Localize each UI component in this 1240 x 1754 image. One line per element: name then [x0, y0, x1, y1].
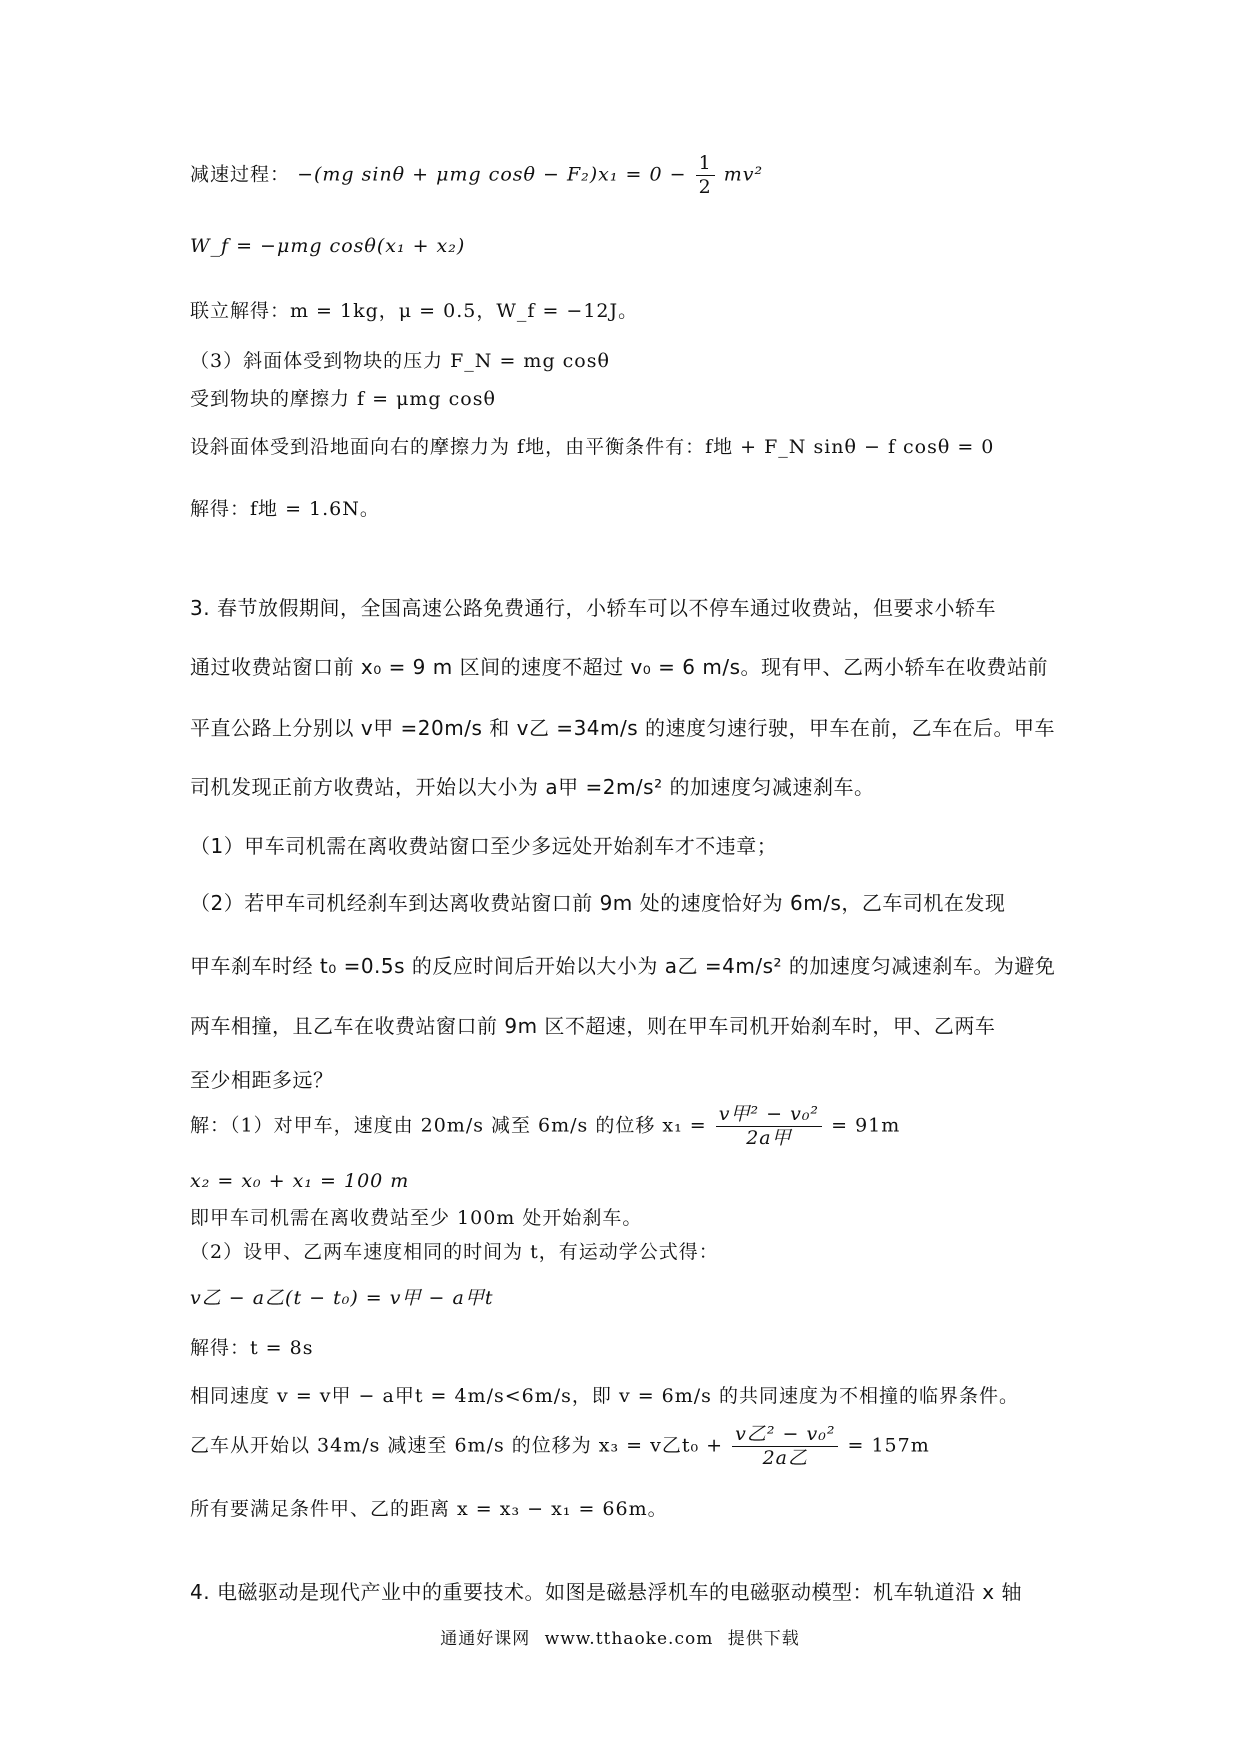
solution3-step1: 解：（1）对甲车，速度由 20m/s 减至 6m/s 的位移 x₁ = $\frac{\text{v甲² − v₀²}}{\text{2a甲}}$ = 91m — [190, 1103, 901, 1149]
problem3-line4: 司机发现正前方收费站，开始以大小为 a甲 =2m/s² 的加速度匀减速刹车。 — [190, 775, 875, 799]
friction-work-equation: W_f = −μmg cosθ(x₁ + x₂) — [190, 235, 466, 257]
problem3-line1: 3. 春节放假期间，全国高速公路免费通行，小轿车可以不停车通过收费站，但要求小轿车 — [190, 596, 996, 620]
part3-result: 解得：f地 = 1.6N。 — [190, 498, 380, 520]
problem3-question2-line1: （2）若甲车司机经刹车到达离收费站窗口前 9m 处的速度恰好为 6m/s，乙车司机在发现 — [190, 891, 1006, 915]
problem3-line3: 平直公路上分别以 v甲 =20m/s 和 v乙 =34m/s 的速度匀速行驶，甲车在前，乙车在后。甲车 — [190, 716, 1056, 740]
problem4-line1: 4. 电磁驱动是现代产业中的重要技术。如图是磁悬浮机车的电磁驱动模型：机车轨道沿 x 轴 — [190, 1580, 1022, 1604]
page-footer — [0, 1624, 1240, 1649]
problem3-question2-line4: 至少相距多远？ — [190, 1068, 334, 1092]
eq-body: −(mg sinθ + μmg cosθ − F₂)x₁ = 0 − — [297, 163, 694, 186]
problem3-question1: （1）甲车司机需在离收费站窗口至少多远处开始刹车才不违章； — [190, 834, 778, 858]
fraction-x3: $\frac{\text{v乙² − v₀²}}{\text{2a乙}}$ — [732, 1424, 838, 1469]
footer-site-name: 通通好课网 — [440, 1629, 531, 1649]
solution3-step2: （2）设甲、乙两车速度相同的时间为 t，有运动学公式得： — [190, 1241, 719, 1263]
eq-tail: mv² — [723, 163, 764, 186]
solution3-x2: x₂ = x₀ + x₁ = 100 m — [190, 1170, 410, 1192]
combined-solution: 联立解得：m = 1kg，μ = 0.5，W_f = −12J。 — [190, 300, 639, 322]
solution3-x3: 乙车从开始以 34m/s 减速至 6m/s 的位移为 x₃ = v乙t₀ + $\frac{\text{v乙² − v₀²}}{\text{2a乙}}$ = 157m — [190, 1423, 930, 1469]
part3-pressure: （3）斜面体受到物块的压力 F_N = mg cosθ — [190, 350, 610, 372]
solution3-distance: 所有要满足条件甲、乙的距离 x = x₃ − x₁ = 66m。 — [190, 1498, 668, 1520]
solution3-time: 解得：t = 8s — [190, 1337, 314, 1359]
problem3-line2: 通过收费站窗口前 x₀ = 9 m 区间的速度不超过 v₀ = 6 m/s。现有甲、乙两小轿车在收费站前 — [190, 655, 1049, 679]
part3-balance: 设斜面体受到沿地面向右的摩擦力为 f地，由平衡条件有：f地 + F_N sinθ − f cosθ = 0 — [190, 436, 995, 458]
solution3-conclusion1: 即甲车司机需在离收费站至少 100m 处开始刹车。 — [190, 1207, 643, 1229]
eq-label: 减速过程： — [190, 163, 291, 186]
problem3-question2-line3: 两车相撞，且乙车在收费站窗口前 9m 区不超速，则在甲车司机开始刹车时，甲、乙两车 — [190, 1014, 996, 1038]
solution3-common-velocity: 相同速度 v = v甲 − a甲t = 4m/s<6m/s，即 v = 6m/s 的共同速度为不相撞的临界条件。 — [190, 1385, 1019, 1407]
footer-suffix: 提供下载 — [727, 1629, 800, 1649]
fraction-x1: $\frac{\text{v甲² − v₀²}}{\text{2a甲}}$ — [716, 1104, 822, 1149]
deceleration-equation — [190, 153, 763, 198]
problem3-question2-line2: 甲车刹车时经 t₀ =0.5s 的反应时间后开始以大小为 a乙 =4m/s² 的加速度匀减速刹车。为避免 — [190, 954, 1056, 978]
fraction-half: $\frac{1}{2}$ — [696, 153, 715, 198]
footer-url[interactable]: www.tthaoke.com — [544, 1629, 714, 1649]
part3-friction: 受到物块的摩擦力 f = μmg cosθ — [190, 388, 496, 410]
solution3-velocity-eq: v乙 − a乙(t − t₀) = v甲 − a甲t — [190, 1287, 494, 1309]
